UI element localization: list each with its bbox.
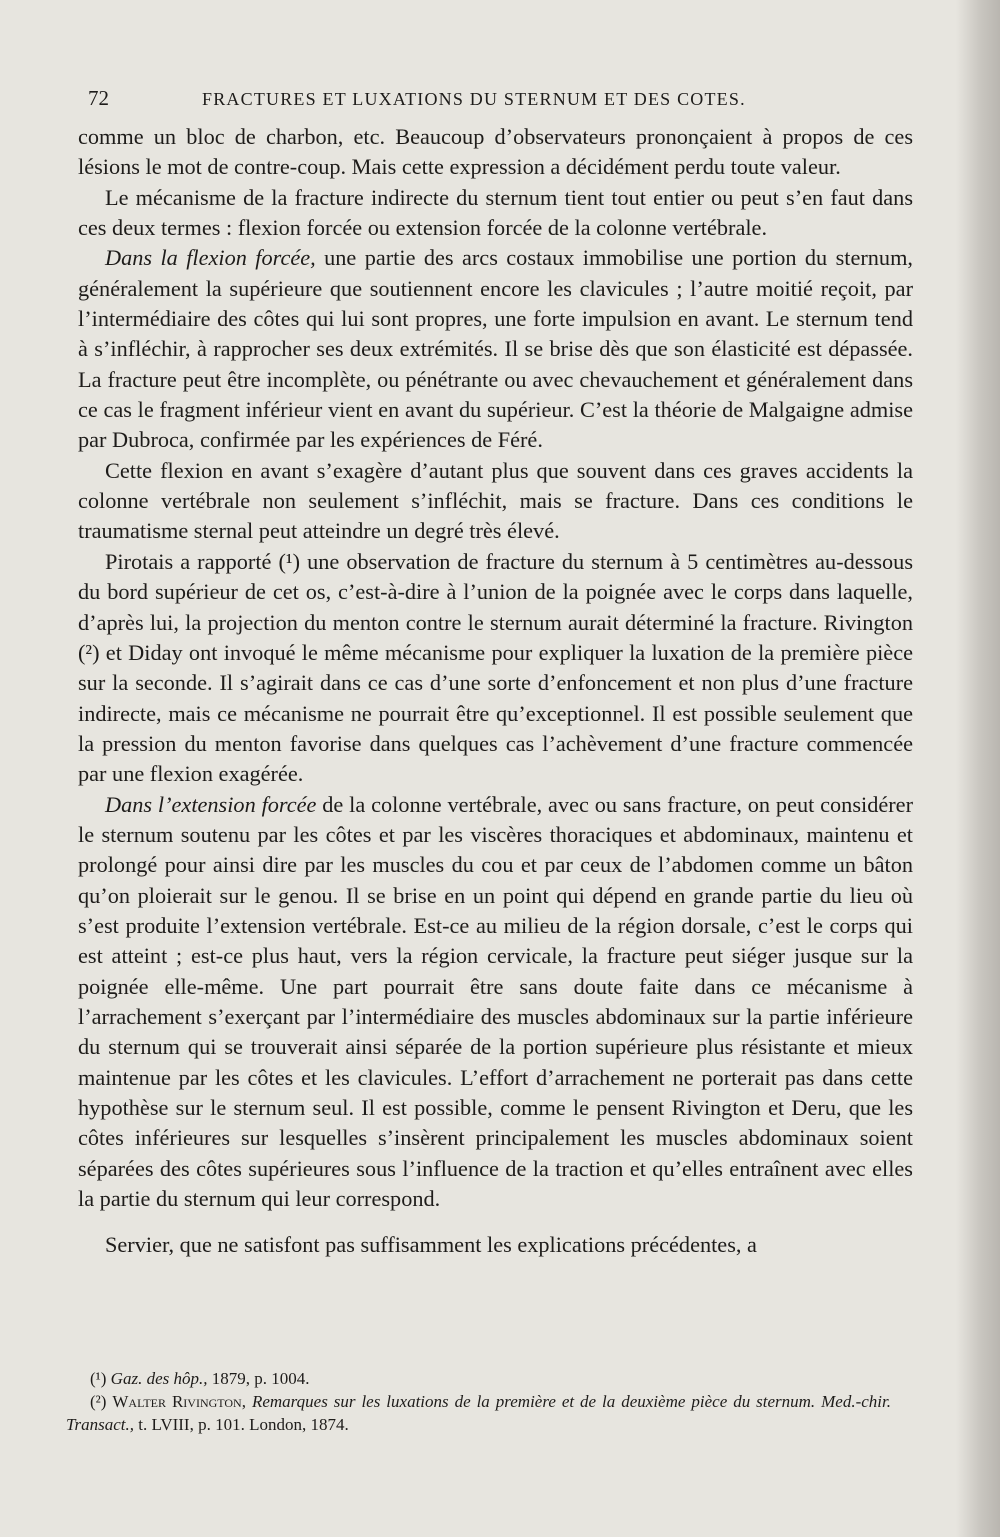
- page-number: 72: [88, 86, 109, 110]
- paragraph-1: comme un bloc de charbon, etc. Beaucoup d’observateurs prononçaient à propos de ces lésions le mot de contre-coup. Mais cette expression a décidément perdu toute valeur.: [78, 124, 913, 180]
- paragraph-5: Pirotais a rapporté (¹) une observation de fracture du sternum à 5 centimètres au-dessous du bord supérieur de cet os, c’est-à-dire à l’union de la poignée avec le corps dans laquelle, d’après lui, la projection du menton contre le sternum aurait déterminé la fracture. Rivington (²) et Diday ont invoqué le même mécanisme pour expliquer la luxation de la première pièce sur la seconde. Il s’agirait dans ce cas d’une sorte d’enfoncement et non plus d’une fracture indirecte, mais ce mécanisme ne pourrait être qu’exceptionnel. Il est possible seulement que la pression du menton favorise dans quelques cas l’achèvement d’une fracture commencée par une flexion exagérée.: [78, 548, 913, 787]
- footnote-1-source: Gaz. des hôp.,: [110, 1369, 208, 1388]
- paragraph-4: Cette flexion en avant s’exagère d’autant plus que souvent dans ces graves accidents la colonne vertébrale non seulement s’infléchit, mais se fracture. Dans ces conditions le traumatisme sternal peut atteindre un degré très élevé.: [78, 457, 913, 544]
- footnote-2: [66, 1390, 891, 1436]
- footnote-2-rest: t. LVIII, p. 101. London, 1874.: [134, 1415, 349, 1434]
- paragraph-6: [78, 790, 913, 1215]
- paragraph-6-rest: de la colonne vertébrale, avec ou sans fracture, on peut considérer le sternum soutenu par les côtes et par les viscères thoraciques et abdominaux, maintenu et prolongé pour ainsi dire par les muscles du cou et par ceux de l’abdomen comme un bâton qu’on ploierait sur le genou. Il se brise en un point qui dépend en grande partie du lieu où s’est produite l’extension vertébrale. Est-ce au milieu de la région dorsale, c’est le corps qui est atteint ; est-ce plus haut, vers la région cervicale, la fracture peut siéger jusque sur la poignée elle-même. Une part pourrait être sans doute faite dans ce mécanisme à l’arrachement s’exerçant par l’intermédiaire des muscles abdominaux sur la partie inférieure du sternum qui se trouverait ainsi séparée de la portion supérieure plus résistante et mieux maintenue par les côtes et les clavicules. L’effort d’arrachement ne porterait pas dans cette hypothèse sur le sternum seul. Il est possible, comme le pensent Rivington et Deru, que les côtes inférieures sur lesquelles s’insèrent principalement les muscles abdominaux soient séparées des côtes supérieures sous l’influence de la traction et qu’elles entraînent avec elles la partie du sternum qui leur correspond.: [78, 791, 913, 1212]
- paragraph-7: Servier, que ne satisfont pas suffisamment les explications précédentes, a: [105, 1232, 757, 1258]
- footnote-2-author: Walter Rivington,: [112, 1392, 246, 1411]
- paragraph-3-lead: Dans la flexion forcée,: [105, 245, 316, 271]
- paragraph-6-lead: Dans l’extension forcée: [105, 791, 317, 817]
- paragraph-3-rest: une partie des arcs costaux immobilise une portion du sternum, généralement la supérieure que soutiennent encore les clavicules ; l’autre moitié reçoit, par l’intermédiaire des côtes qui lui sont propres, une forte impulsion en avant. Le sternum tend à s’infléchir, à rapprocher ses deux extrémités. Il se brise dès que son élasticité est dépassée. La fracture peut être incomplète, ou pénétrante ou avec chevauchement et généralement dans ce cas le fragment inférieur vient en avant du supérieur. C’est la théorie de Malgaigne admise par Dubroca, confirmée par les expériences de Féré.: [78, 245, 913, 453]
- body-text: [78, 122, 913, 1261]
- footnote-1-rest: 1879, p. 1004.: [207, 1369, 310, 1388]
- footnote-1: [66, 1367, 891, 1390]
- footnotes: [66, 1367, 891, 1436]
- page-header: [88, 86, 828, 116]
- footnote-2-title: Remarques sur les luxations de la première et de la deuxième pièce du sternum. Med.-chir. Transact.,: [66, 1392, 892, 1434]
- footnote-1-mark: (¹): [90, 1369, 107, 1388]
- running-title: FRACTURES ET LUXATIONS DU STERNUM ET DES COTES.: [202, 89, 746, 109]
- footnote-2-mark: (²): [90, 1392, 107, 1411]
- paragraph-3: [78, 243, 913, 455]
- paragraph-2: Le mécanisme de la fracture indirecte du sternum tient tout entier ou peut s’en faut dans ces deux termes : flexion forcée ou extension forcée de la colonne vertébrale.: [78, 184, 913, 241]
- page-binding-shadow: [956, 0, 1000, 1537]
